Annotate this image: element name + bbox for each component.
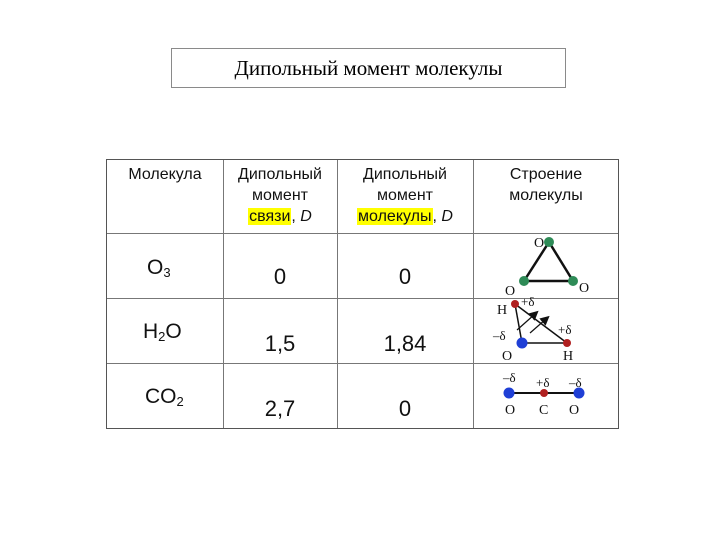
header-structure-line2: молекулы — [509, 187, 583, 204]
co2-label-o-right: O — [569, 403, 580, 418]
molecule-subscript: 2 — [158, 329, 166, 344]
header-bond-highlight: связи — [249, 208, 291, 225]
co2-carbon-atom — [540, 389, 548, 397]
ozone-structure — [505, 236, 589, 299]
co2-charge-o-right: –δ — [569, 375, 582, 390]
page-title-text: Дипольный момент молекулы — [234, 55, 503, 80]
header-mol-symbol: D — [441, 208, 453, 225]
co2-charge-c: +δ — [536, 375, 550, 390]
water-hydrogen-atom — [563, 339, 571, 347]
table-row-molecule-moment: 1,84 — [383, 331, 427, 356]
ozone-oxygen-atom — [568, 276, 578, 286]
table-row-molecule-moment: 0 — [398, 264, 412, 289]
header-mol-highlight: молекулы — [358, 208, 432, 225]
molecule-symbol: H — [143, 320, 159, 343]
header-structure-line1: Строение — [509, 166, 583, 183]
water-bond — [515, 304, 522, 343]
water-label-h-top: H — [497, 303, 508, 318]
header-bond-line2: момент — [252, 187, 308, 204]
co2-label-c: C — [539, 403, 549, 418]
header-mol-line2: момент — [377, 187, 433, 204]
table-row-bond-moment: 1,5 — [264, 331, 296, 356]
water-charge-h-right: +δ — [558, 322, 572, 337]
header-bond-comma: , — [291, 208, 301, 225]
co2-oxygen-atom — [504, 388, 515, 399]
co2-structure — [502, 370, 585, 418]
water-label-o: O — [502, 349, 513, 364]
molecule-symbol: CO — [145, 385, 177, 408]
ozone-oxygen-atom — [544, 237, 554, 247]
header-bond-symbol: D — [300, 208, 312, 225]
dipole-arrow — [517, 314, 535, 330]
ozone-oxygen-atom — [519, 276, 529, 286]
header-mol-line1: Дипольный — [363, 166, 447, 183]
header-molecule-text: Молекула — [128, 166, 202, 183]
water-charge-h-top: +δ — [521, 294, 535, 309]
table-row-bond-moment: 0 — [273, 264, 287, 289]
ozone-label-right: O — [579, 281, 590, 296]
molecule-symbol: O — [147, 256, 164, 279]
table-row-bond-moment: 2,7 — [264, 396, 296, 421]
water-structure — [492, 294, 573, 364]
ozone-bond — [549, 242, 573, 281]
water-charge-o: –δ — [493, 328, 506, 343]
co2-label-o-left: O — [505, 403, 516, 418]
molecule-subscript: 2 — [176, 394, 184, 409]
ozone-label-top: O — [534, 236, 545, 251]
ozone-label-left: O — [505, 284, 516, 299]
table-row-molecule-moment: 0 — [398, 396, 412, 421]
header-mol-comma: , — [432, 208, 442, 225]
co2-charge-o-left: –δ — [503, 370, 516, 385]
header-bond-line1: Дипольный — [238, 166, 322, 183]
water-hydrogen-atom — [511, 300, 519, 308]
water-label-h-right: H — [563, 349, 574, 364]
molecule-symbol-tail: O — [165, 320, 182, 343]
water-oxygen-atom — [517, 338, 528, 349]
molecule-subscript: 3 — [163, 265, 171, 280]
